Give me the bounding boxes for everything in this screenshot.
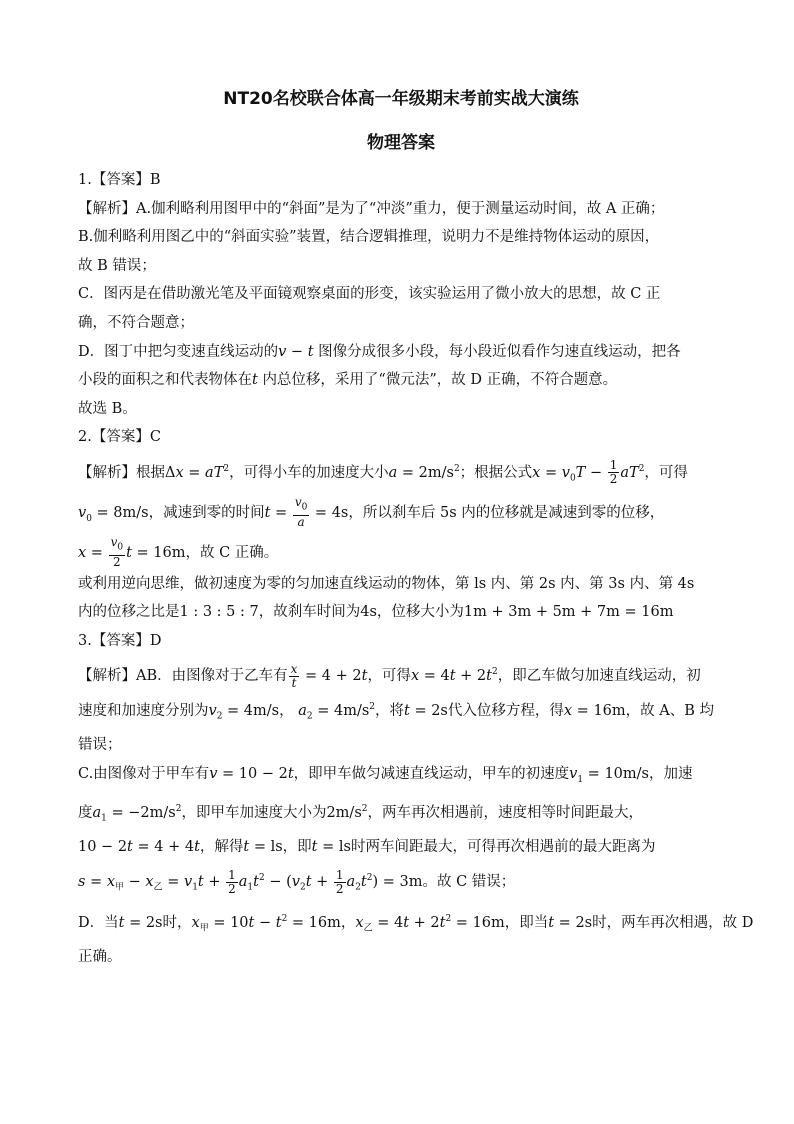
- text-run: ，: [340, 915, 356, 931]
- q2-analysis-line-2: $v_0 = 8m/s$，减速到零的时间t = $\frac{v_0}{a}$ = 4s，所以刹车后 5s 内的位移就是减速到零的位移，: [78, 495, 665, 529]
- q1-analysis-line-3: 故 B 错误；: [78, 257, 156, 274]
- q3-answer: 3.【答案】D: [78, 632, 162, 649]
- text-run: ，故刹车时间为: [258, 604, 361, 621]
- text-run: D．图丁中把匀变速直线运动的: [78, 343, 279, 360]
- text-run: 度: [78, 804, 93, 821]
- q2-answer: 2.【答案】C: [78, 429, 161, 446]
- text-run: ；根据公式: [459, 464, 533, 481]
- page-title: NT20名校联合体高一年级期末考前实战大演练: [223, 89, 579, 109]
- text-run: ，即甲车做匀减速直线运动，甲车的初速度: [293, 766, 570, 783]
- q2-analysis-line-5: 内的位移之比是1 : 3 : 5 : 7，故刹车时间为4s，位移大小为1m + 3m + 5m + 7m = 16m: [78, 604, 674, 621]
- q3-analysis-line-1: 【解析】AB．由图像对于乙车有 $\frac{x}{t}$ = 4 + 2t，可得$x = 4t + 2t^2$，即乙车做匀加速直线运动，初: [78, 661, 701, 690]
- question-1: [78, 166, 724, 423]
- text-run: ，两车再次相遇前，速度相等时间距最大，: [367, 804, 643, 821]
- fraction: $\frac{x}{t}$: [290, 661, 298, 690]
- text-run: ，位移大小为: [376, 604, 464, 621]
- text-run: 。故 C 错误；: [422, 874, 516, 891]
- text-run: ，将: [375, 702, 405, 719]
- text-run: ，故 A、B 均: [625, 702, 715, 719]
- q1-analysis-line-4: C．图丙是在借助激光笔及平面镜观察桌面的形变，该实验运用了微小放大的思想，故 C 正: [78, 286, 661, 303]
- text-run: ，即甲车加速度大小为: [181, 804, 327, 821]
- q1-analysis-line-7: 小段的面积之和代表物体在t 内总位移，采用了“微元法”，故 D 正确，不符合题意。: [78, 372, 618, 389]
- text-run: ，即乙车做匀加速直线运动，初: [497, 668, 701, 685]
- q3-analysis-line-2: 速度和加速度分别为$v_2 = 4m/s$， $a_2 = 4m/s^2$，将t = 2s代入位移方程，得x = 16m，故 A、B 均: [78, 702, 715, 722]
- q1-answer: 1.【答案】B: [78, 172, 161, 188]
- q1-analysis-line-8: 故选 B。: [78, 400, 137, 417]
- text-run: ，加速: [648, 766, 693, 783]
- q2-analysis-line-1: 【解析】根据$\Delta x = aT^2$，可得小车的加速度大小$a = 2m/s^2$；根据公式$x = v_0T$ − $\frac{1}{2}$ $aT^2$，可得: [78, 458, 688, 487]
- text-run: ，可得小车的加速度大小: [229, 464, 389, 481]
- text-run: 内总位移，采用了“微元法”，故 D 正确，不符合题意。: [262, 372, 618, 389]
- text-run: ，即: [282, 838, 312, 855]
- text-run: 小段的面积之和代表物体在: [78, 372, 252, 389]
- q3-analysis-line-7: $s = x_甲 - x_乙 = v_1t$ + $\frac{1}{2}$ $a_1t^2 - (v_2t$ + $\frac{1}{2}$ $a_2t^2) = 3m$。故 C 错误；: [78, 867, 516, 896]
- text-run: 【解析】AB．由图像对于乙车有: [78, 668, 288, 685]
- text-run: ，减速到零的时间: [148, 504, 265, 521]
- question-2: [78, 423, 724, 626]
- q1-analysis-line-5: 确，不符合题意；: [78, 314, 194, 331]
- text-run: 内的位移之比是: [78, 604, 180, 621]
- text-run: 速度和加速度分别为: [78, 702, 209, 719]
- q3-analysis-line-6: 10 − 2t = 4 + 4t，解得t = ls，即t = ls时两车间距最大，可得再次相遇前的最大距离为: [78, 838, 656, 855]
- text-run: 代入位移方程，得: [447, 702, 564, 719]
- q2-analysis-line-4: 或利用逆向思维，做初速度为零的匀加速直线运动的物体，第 ls 内、第 2s 内、第 3s 内、第 4s: [78, 575, 695, 592]
- fraction: $\frac{v_0}{a}$: [294, 495, 308, 529]
- text-run: ，所以刹车后 5s 内的位移就是减速到零的位移，: [348, 504, 665, 521]
- fraction: $\frac{1}{2}$: [609, 458, 618, 487]
- text-run: 【解析】根据: [78, 464, 165, 481]
- q1-analysis-line-6: D．图丁中把匀变速直线运动的v − t 图像分成很多小段，每小段近似看作匀速直线运动，把各: [78, 343, 681, 360]
- text-run: ，即当: [504, 915, 549, 931]
- text-run: ，故 C 正确。: [185, 544, 279, 561]
- q1-analysis-line-1: 【解析】A.伽利略利用图甲中的“斜面”是为了“冲淡”重力，便于测量运动时间，故 A 正确；: [78, 200, 665, 217]
- fraction: $\frac{1}{2}$: [335, 867, 344, 896]
- text-run: 时两车间距最大，可得再次相遇前的最大距离为: [350, 838, 656, 855]
- fraction: $\frac{1}{2}$: [228, 867, 236, 896]
- text-run: ，可得: [644, 464, 688, 481]
- fraction: $\frac{v_0}{2}$: [110, 535, 124, 569]
- question-3: [78, 627, 754, 972]
- text-run: 时，: [162, 915, 192, 931]
- q1-analysis-line-2: B.伽利略利用图乙中的“斜面实验”装置，结合逻辑推理，说明力不是维持物体运动的原因，: [78, 229, 660, 246]
- q3-analysis-line-3: 错误；: [78, 737, 122, 754]
- text-run: 时，两车再次相遇，故 D: [592, 915, 754, 931]
- text-run: ，可得: [367, 668, 411, 685]
- text-run: C.由图像对于甲车有: [78, 766, 210, 783]
- q3-analysis-line-9: 正确。: [78, 949, 122, 966]
- q3-analysis-line-4: C.由图像对于甲车有v = 10 − 2t，即甲车做匀减速直线运动，甲车的初速度$v_1 = 10m/s$，加速: [78, 766, 693, 785]
- page-subtitle: 物理答案: [367, 133, 435, 153]
- q3-analysis-line-5: 度$a_1 = -2m/s^2$，即甲车加速度大小为$2m/s^2$，两车再次相遇前，速度相等时间距最大，: [78, 803, 643, 824]
- q2-analysis-line-3: x = $\frac{v_0}{2}$ t = 16m，故 C 正确。: [78, 535, 279, 569]
- q3-analysis-line-8: D．当t = 2s时，$x_甲 = 10t - t^2 = 16m$，$x_乙 = 4t + 2t^2 = 16m$，即当t = 2s时，两车再次相遇，故 D: [78, 914, 754, 934]
- text-run: D．当: [78, 915, 119, 931]
- text-run: 图像分成很多小段，每小段近似看作匀速直线运动，把各: [318, 343, 681, 360]
- text-run: ，解得: [199, 838, 244, 855]
